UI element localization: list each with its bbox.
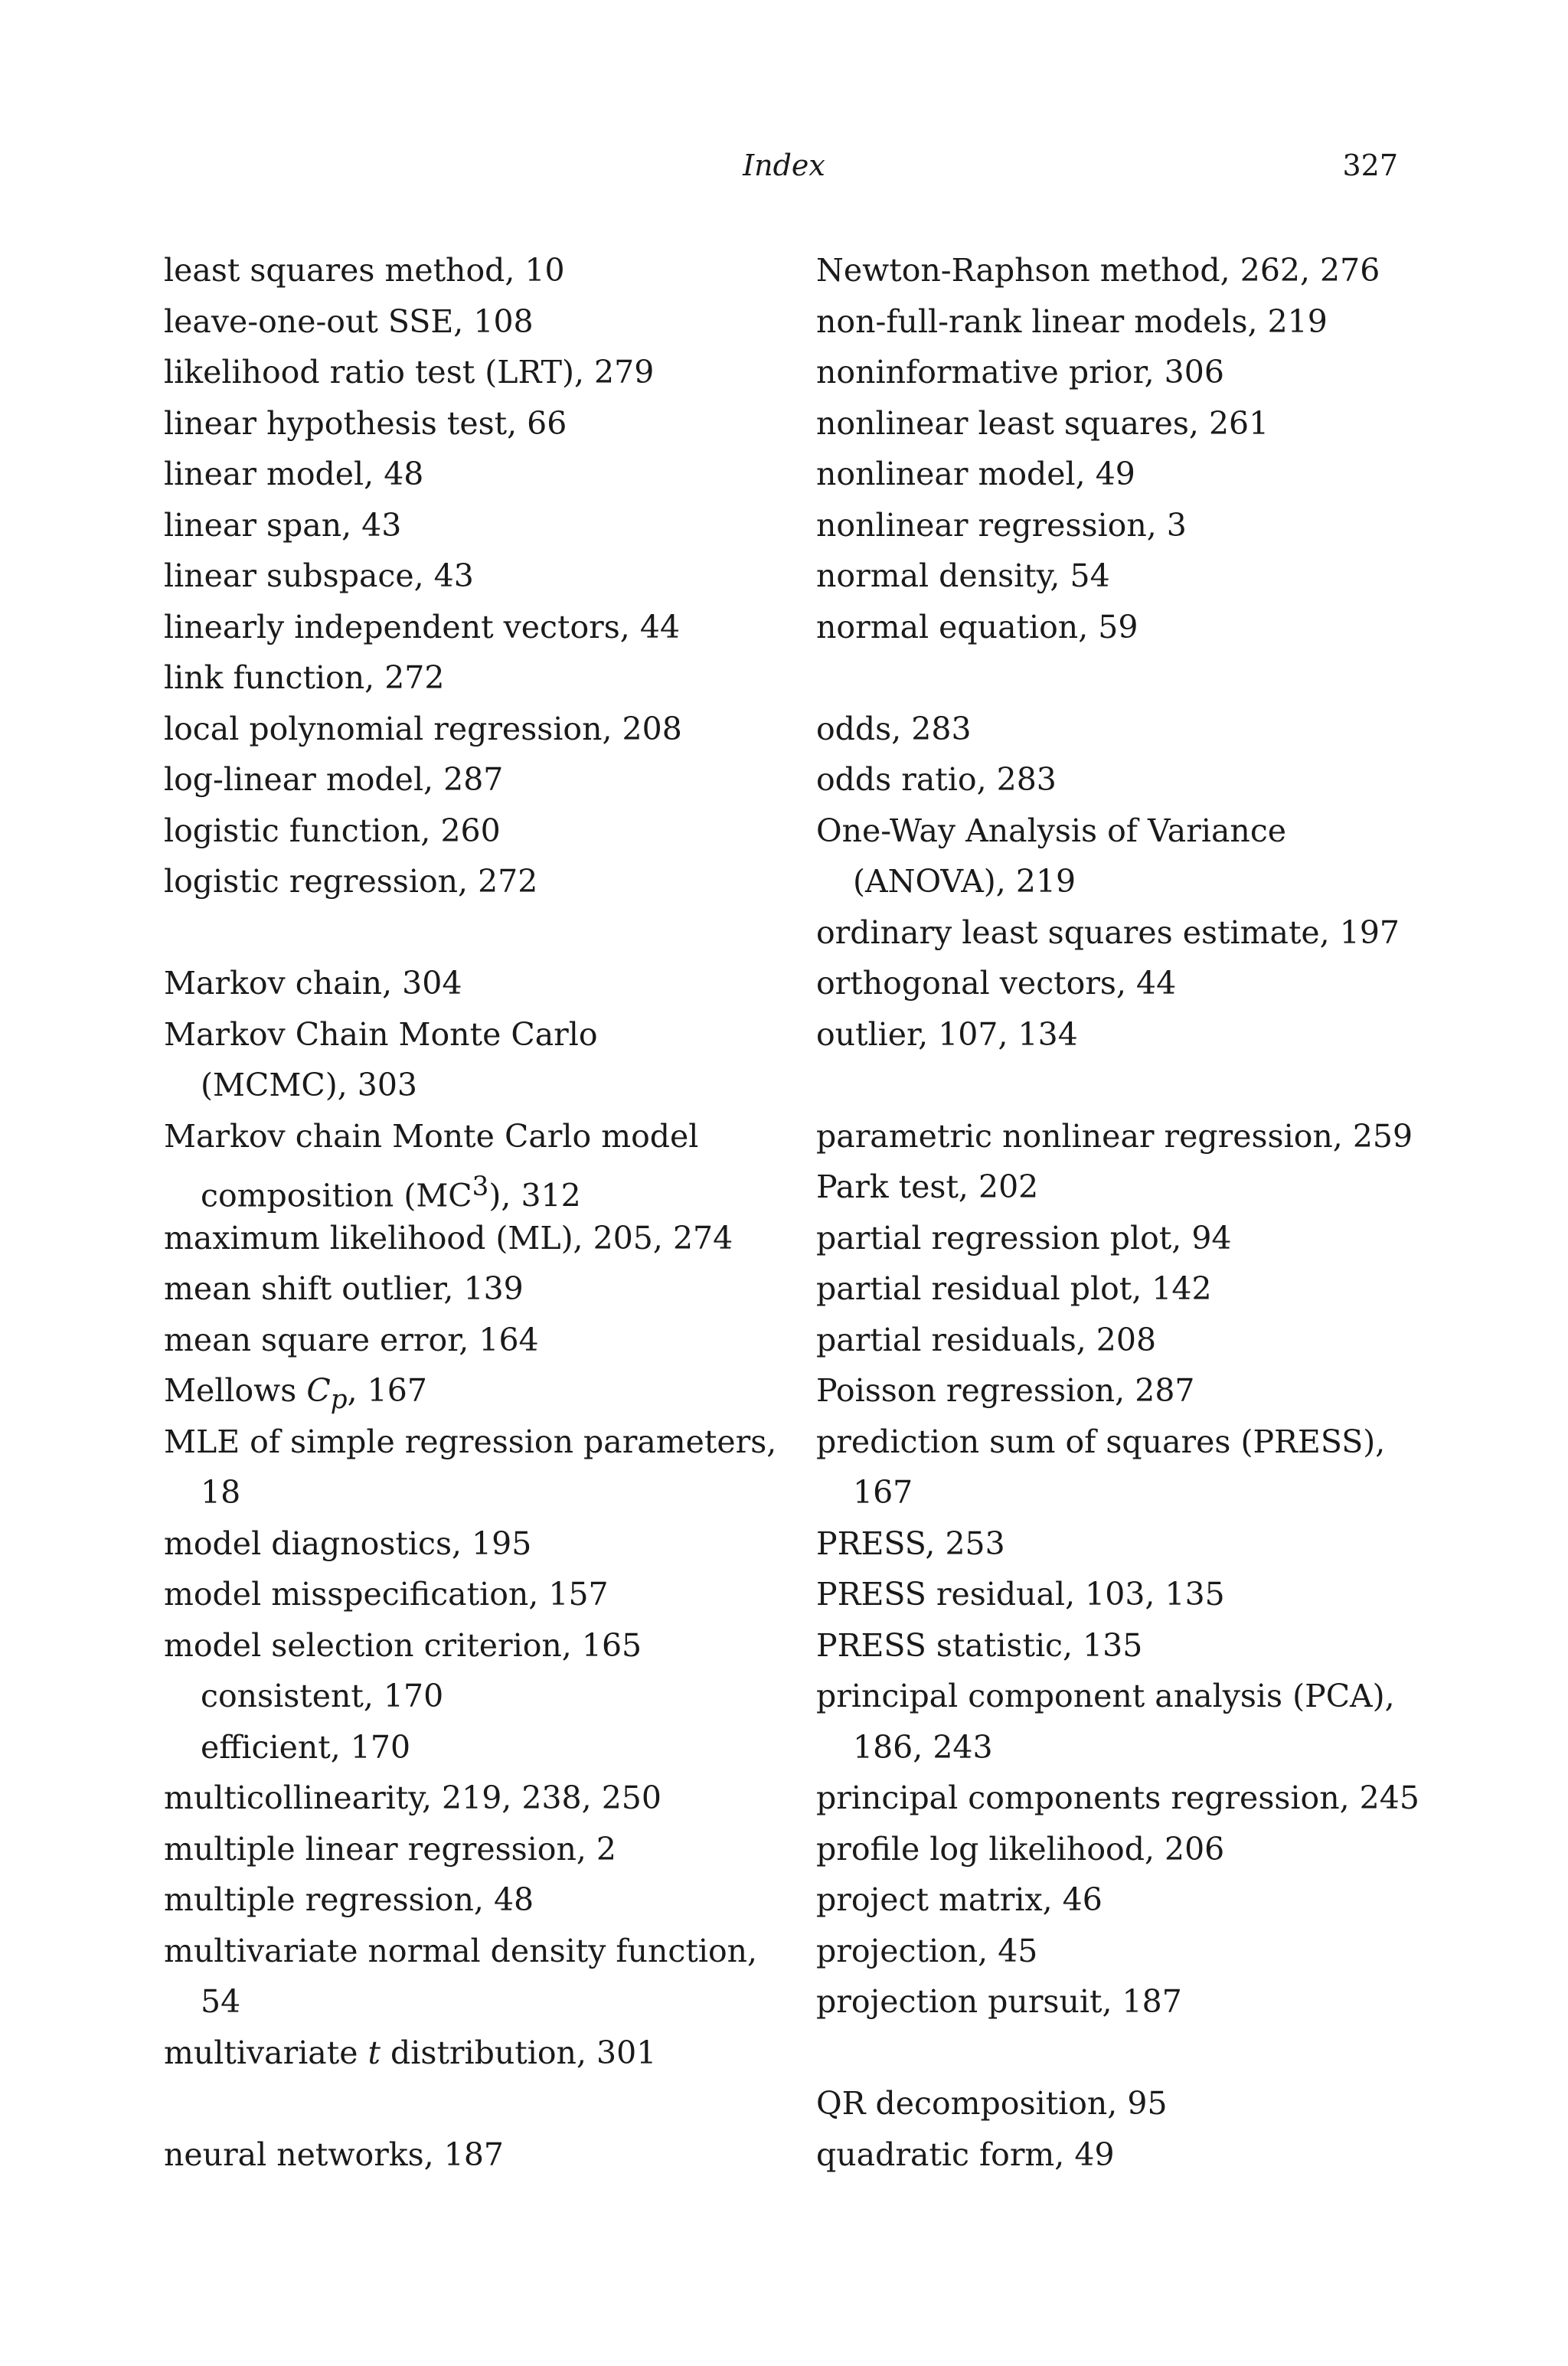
index-entry: parametric nonlinear regression, 259 (816, 1117, 1413, 1155)
index-entry: Markov chain Monte Carlo model (164, 1117, 699, 1155)
index-entry: PRESS statistic, 135 (816, 1626, 1143, 1664)
index-entry: linear hypothesis test, 66 (164, 404, 567, 442)
entry-text: distribution, 301 (381, 2034, 657, 2071)
index-entry: MLE of simple regression parameters, (164, 1423, 777, 1460)
index-entry: project matrix, 46 (816, 1881, 1102, 1918)
index-entry: least squares method, 10 (164, 252, 565, 289)
index-entry: One-Way Analysis of Variance (816, 812, 1287, 849)
math-symbol: C (306, 1372, 331, 1409)
index-entry: normal equation, 59 (816, 608, 1138, 645)
index-entry: model misspecification, 157 (164, 1576, 609, 1613)
index-entry: nonlinear least squares, 261 (816, 404, 1269, 442)
index-entry: multiple linear regression, 2 (164, 1830, 617, 1868)
index-entry: orthogonal vectors, 44 (816, 965, 1177, 1002)
index-entry: likelihood ratio test (LRT), 279 (164, 354, 655, 391)
index-entry: logistic regression, 272 (164, 863, 538, 900)
index-entry-continuation: 54 (201, 1983, 241, 2020)
index-entry-continuation: 18 (201, 1474, 241, 1511)
index-entry: Newton-Raphson method, 262, 276 (816, 252, 1380, 289)
index-entry: PRESS residual, 103, 135 (816, 1576, 1225, 1613)
index-column-right (816, 245, 1444, 2180)
page-number: 327 (1342, 149, 1398, 182)
index-entry: quadratic form, 49 (816, 2136, 1115, 2173)
index-entry: leave-one-out SSE, 108 (164, 302, 534, 340)
entry-text: multivariate (164, 2034, 368, 2071)
running-head-title: Index (743, 149, 825, 182)
index-entry: partial regression plot, 94 (816, 1219, 1232, 1257)
index-entry: linear span, 43 (164, 506, 402, 544)
index-entry: nonlinear regression, 3 (816, 506, 1187, 544)
index-entry: partial residual plot, 142 (816, 1270, 1212, 1307)
index-entry: normal density, 54 (816, 557, 1110, 594)
index-subentry: efficient, 170 (201, 1728, 411, 1766)
index-entry: odds ratio, 283 (816, 761, 1057, 798)
index-entry: logistic function, 260 (164, 812, 501, 849)
index-entry: model diagnostics, 195 (164, 1525, 532, 1562)
index-entry: neural networks, 187 (164, 2136, 504, 2173)
index-entry: partial residuals, 208 (816, 1321, 1157, 1358)
index-entry: model selection criterion, 165 (164, 1626, 642, 1664)
index-entry: noninformative prior, 306 (816, 354, 1224, 391)
index-entry: linear model, 48 (164, 456, 424, 492)
index-entry-continuation: 186, 243 (853, 1728, 993, 1766)
index-entry: projection pursuit, 187 (816, 1983, 1182, 2020)
index-entry: nonlinear model, 49 (816, 456, 1135, 492)
index-entry (164, 2028, 792, 2079)
index-entry: odds, 283 (816, 710, 972, 747)
index-entry: projection, 45 (816, 1932, 1038, 1969)
index-entry: mean square error, 164 (164, 1321, 539, 1358)
index-entry: Markov chain, 304 (164, 965, 462, 1002)
math-symbol: t (368, 2034, 381, 2071)
index-entry: log-linear model, 287 (164, 761, 504, 798)
index-entry: Poisson regression, 287 (816, 1372, 1195, 1409)
index-entry: non-full-rank linear models, 219 (816, 302, 1328, 340)
index-entry: principal components regression, 245 (816, 1779, 1419, 1816)
index-entry: maximum likelihood (ML), 205, 274 (164, 1219, 733, 1257)
entry-text: Mellows (164, 1372, 307, 1409)
index-entry: principal component analysis (PCA), (816, 1678, 1395, 1714)
index-entry-continuation: 167 (853, 1474, 913, 1511)
index-entry: ordinary least squares estimate, 197 (816, 913, 1400, 951)
index-entry-continuation: (MCMC), 303 (201, 1067, 418, 1103)
index-entry: prediction sum of squares (PRESS), (816, 1423, 1386, 1460)
index-entry-continuation (164, 1162, 792, 1213)
index-entry: outlier, 107, 134 (816, 1015, 1078, 1053)
index-entry: local polynomial regression, 208 (164, 710, 682, 747)
index-entry: QR decomposition, 95 (816, 2085, 1168, 2122)
index-entry: linear subspace, 43 (164, 557, 474, 594)
index-entry: Park test, 202 (816, 1168, 1039, 1205)
index-entry: multivariate normal density function, (164, 1932, 758, 1969)
entry-text: , 167 (347, 1372, 427, 1409)
math-subscript: p (330, 1384, 348, 1416)
index-entry: multicollinearity, 219, 238, 250 (164, 1779, 662, 1816)
index-entry: multiple regression, 48 (164, 1881, 534, 1918)
index-entry (164, 1365, 792, 1417)
index-column-left (164, 245, 792, 2180)
index-subentry: consistent, 170 (201, 1678, 444, 1714)
entry-text: ), 312 (488, 1177, 581, 1214)
index-entry: Markov Chain Monte Carlo (164, 1015, 598, 1053)
index-entry: profile log likelihood, 206 (816, 1830, 1225, 1868)
index-entry-continuation: (ANOVA), 219 (853, 863, 1076, 900)
running-head (0, 142, 1568, 188)
index-entry: PRESS, 253 (816, 1525, 1005, 1562)
entry-text: composition (MC (201, 1177, 472, 1214)
index-entry: mean shift outlier, 139 (164, 1270, 524, 1307)
index-entry: link function, 272 (164, 659, 445, 696)
superscript: 3 (472, 1172, 489, 1202)
index-entry: linearly independent vectors, 44 (164, 608, 681, 645)
